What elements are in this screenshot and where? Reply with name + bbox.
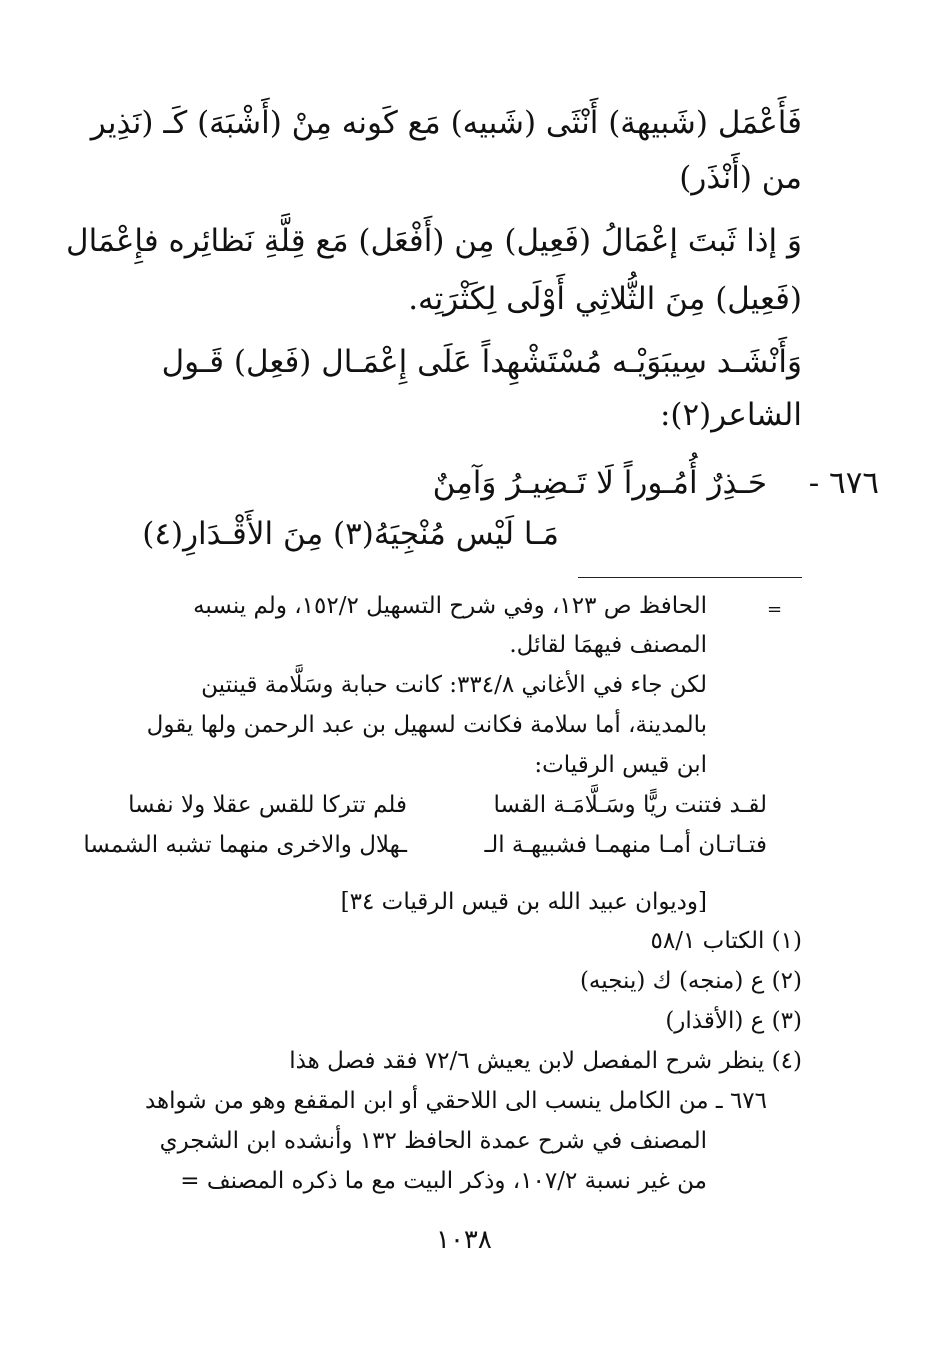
footnote-4: (٤) ينظر شرح المفصل لابن يعيش ٧٢/٦ فقد فصل هذا [289, 1048, 802, 1074]
main-line: وَأَنْشَـد سِيبَوَيْـه مُسْتَشْهِداً عَلَى إِعْمَـال (فَعِل) قَـول [161, 344, 802, 380]
footnote-separator [578, 577, 802, 578]
note-676-line: من غير نسبة ١٠٧/٢، وذكر البيت مع ما ذكره المصنف = [180, 1168, 707, 1194]
poem-hemistich-left: فلم تتركا للقس عقلا ولا نفسا [128, 792, 407, 818]
note-676-line: ٦٧٦ ـ من الكامل ينسب الى اللاحقي أو ابن المقفع وهو من شواهد [144, 1088, 767, 1114]
verse-number: ٦٧٦ - [808, 465, 879, 501]
footnote-line: لكن جاء في الأغاني ٣٣٤/٨: كانت حبابة وسَلَّامة قينتين [201, 672, 707, 698]
poem-source: [وديوان عبيد الله بن قيس الرقيات ٣٤] [340, 889, 707, 915]
footnote-line: الحافظ ص ١٢٣، وفي شرح التسهيل ١٥٢/٢، ولم ينسبه [193, 593, 707, 619]
page-number: ١٠٣٨ [436, 1225, 492, 1255]
main-line: فَأَعْمَل (شَبيهة) أَنْثَى (شَبيه) مَع كَونه مِنْ (أَشْبَهَ) كَـ (نَذِير [90, 105, 802, 141]
poem-hemistich-right: فتـاتـان أمـا منهمـا فشبيهـة الـ [484, 832, 767, 858]
poem-hemistich-left: ـهلال والاخرى منهما تشبه الشمسا [83, 832, 407, 858]
main-line: وَ إذا ثَبتَ إعْمَالُ (فَعِيل) مِن (أَفْعَل) مَع قِلَّةِ نَظائِره فإِعْمَال [66, 223, 802, 259]
continuation-mark: = [767, 599, 783, 620]
note-676-line: المصنف في شرح عمدة الحافظ ١٣٢ وأنشده ابن الشجري [159, 1128, 707, 1154]
main-line: الشاعر(٢): [659, 397, 802, 433]
verse-hemistich-1: حَـذِرٌ أُمُـوراً لَا تَـضِيـرُ وَآمِنٌ [432, 465, 767, 501]
poem-hemistich-right: لقـد فتنت ريًّا وسَـلَّامَـة القسا [493, 792, 767, 818]
footnote-line: ابن قيس الرقيات: [534, 752, 707, 778]
footnote-3: (٣) ع (الأقذار) [665, 1008, 802, 1034]
footnote-2: (٢) ع (منجه) ك (ينجيه) [579, 968, 802, 994]
footnote-1: (١) الكتاب ٥٨/١ [650, 928, 802, 954]
main-line: (فَعِيل) مِنَ الثُّلاثِي أَوْلَى لِكَثْرَتِه. [408, 281, 802, 317]
verse-hemistich-2: مَـا لَيْس مُنْجِيَهُ(٣) مِنَ الأَقْـدَارِ(٤) [142, 516, 559, 552]
footnote-line: المصنف فيهمَا لقائل. [509, 632, 707, 658]
main-line: من (أَنْذَر) [679, 160, 802, 196]
footnote-line: بالمدينة، أما سلامة فكانت لسهيل بن عبد الرحمن ولها يقول [146, 712, 707, 738]
